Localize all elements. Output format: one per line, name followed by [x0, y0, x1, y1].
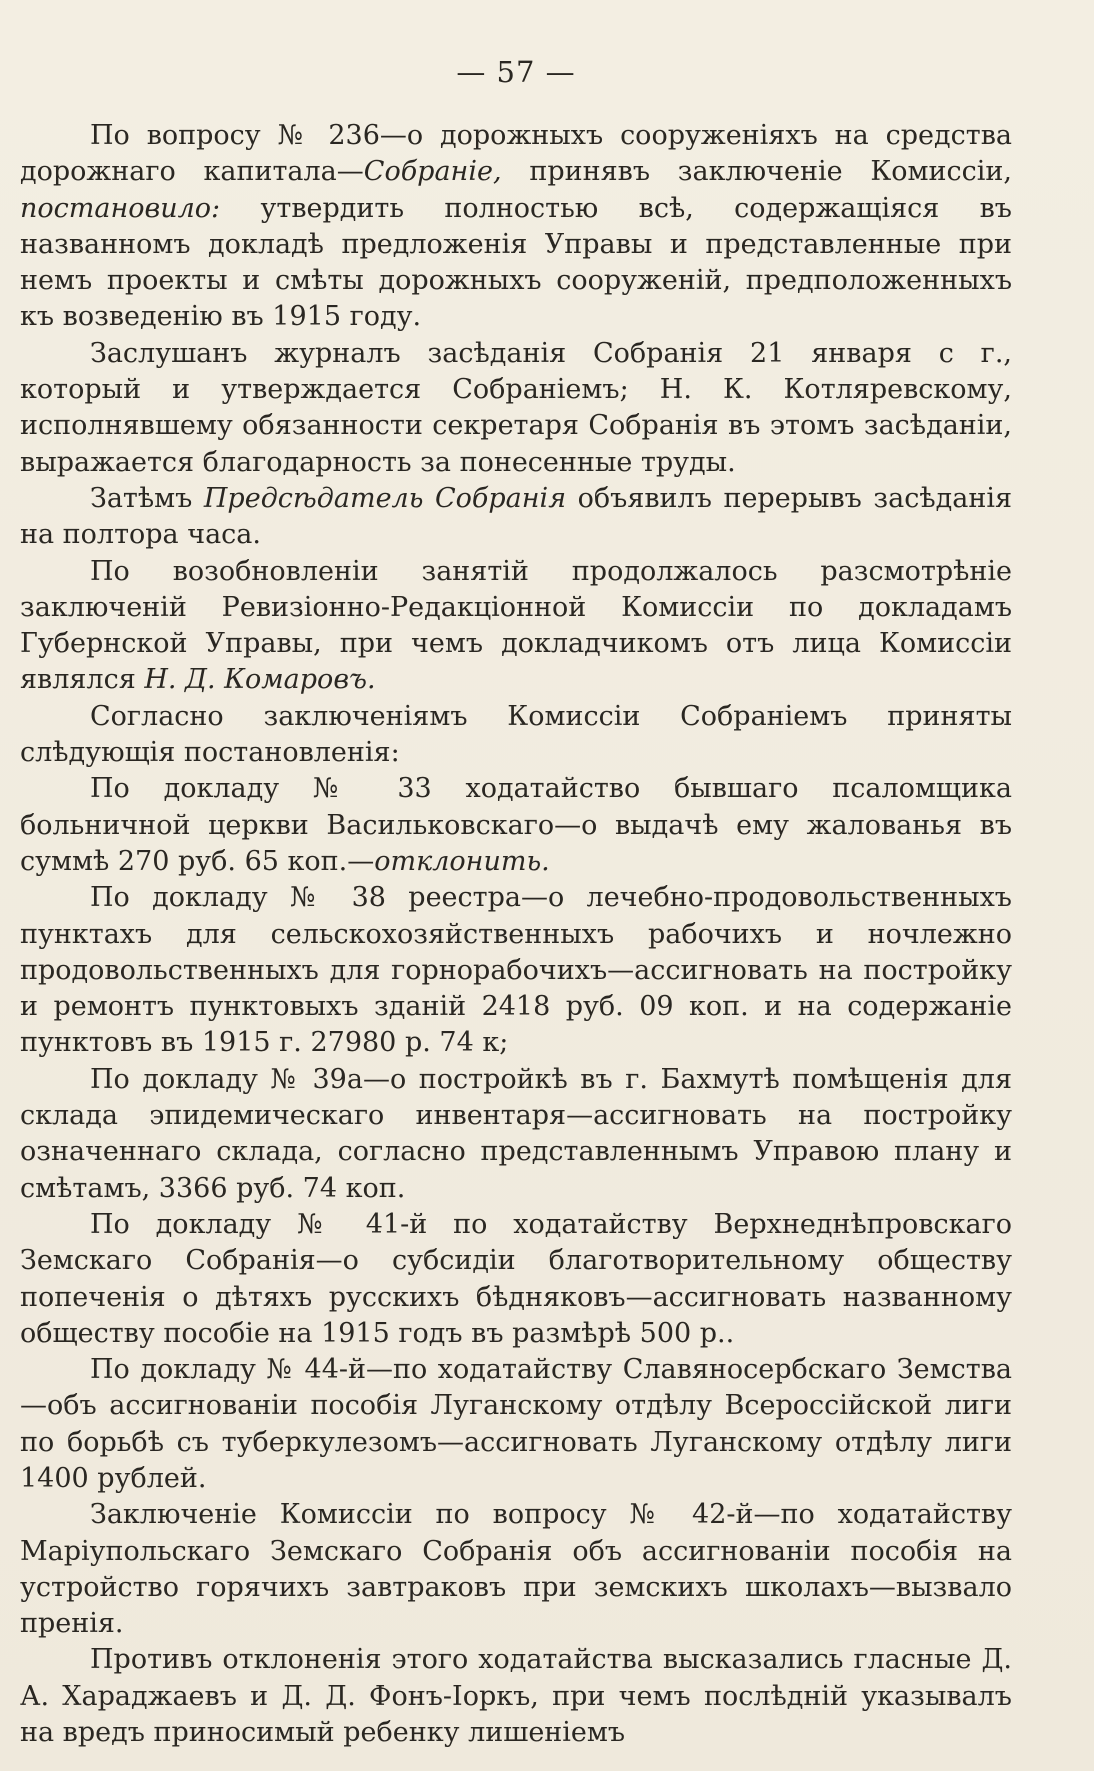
paragraph: [20, 1062, 1012, 1207]
paragraph: [20, 118, 1012, 336]
text-segment: Затѣмъ: [90, 482, 204, 514]
italic-text: Предсѣдатель Собранія: [203, 482, 567, 514]
text-segment: Заслушанъ журналъ засѣданія Собранія 21 января с г., который и утверждается Собраніемъ; Н. К. Котляревскому, исполнявшему обязанности секретаря Собранія въ этомъ засѣданіи, выражается благодарность за понесенные труды.: [20, 337, 1012, 478]
text-segment: По докладу № 39а—о постройкѣ въ г. Бахмутѣ помѣщенія для склада эпидемическаго инвентаря—ассигновать на постройку означеннаго склада, согласно представленнымъ Управою плану и смѣтамъ, 3366 руб. 74 коп.: [20, 1063, 1012, 1204]
text-segment: По вопросу № 236—о дорожныхъ сооруженіяхъ на средства дорожнаго капитала—: [20, 120, 1012, 188]
text-segment: Согласно заключеніямъ Комиссіи Собраніемъ приняты слѣдующія постановленія:: [20, 700, 1012, 769]
paragraph: [20, 481, 1012, 554]
paragraph: [20, 880, 1012, 1061]
text-segment: принявъ заключеніе Комиссіи,: [501, 156, 1012, 188]
paragraph: [20, 554, 1012, 699]
paragraph: [20, 699, 1012, 772]
paragraph: [20, 1352, 1012, 1497]
italic-text: отклонить.: [374, 845, 550, 877]
page-number: — 57 —: [456, 55, 576, 89]
text-segment: По возобновленіи занятій продолжалось разсмотрѣніе заключеній Ревизіонно-Редакціонной Комиссіи по докладамъ Губернской Управы, при чемъ докладчикомъ отъ лица Комиссіи являлся: [20, 555, 1012, 696]
text-segment: По докладу № 38 реестра—о лечебно-продовольственныхъ пунктахъ для сельскохозяйственныхъ рабочихъ и ночлежно продовольственныхъ для горнорабочихъ—ассигновать на постройку и ремонтъ пунктовыхъ зданій 2418 руб. 09 коп. и на содержаніе пунктовъ въ 1915 г. 27980 р. 74 к;: [20, 882, 1012, 1059]
paragraph: [20, 336, 1012, 481]
text-segment: По докладу № 33 ходатайство бывшаго псаломщика больничной церкви Васильковскаго—о выдачѣ ему жалованья въ суммѣ 270 руб. 65 коп.—: [20, 773, 1012, 877]
italic-text: Собраніе,: [363, 156, 502, 188]
text-segment: По докладу № 44-й—по ходатайству Славяносербскаго Земства—объ ассигнованіи пособія Луганскому отдѣлу Всероссійской лиги по борьбѣ съ туберкулезомъ—ассигновать Луганскому отдѣлу лиги 1400 рублей.: [20, 1354, 1012, 1494]
text-segment: утвердить полностью всѣ, содержащіяся въ названномъ докладѣ предложенія Управы и представленные при немъ проекты и смѣты дорожныхъ сооруженій, предположенныхъ къ возведенію въ 1915 году.: [20, 192, 1012, 333]
italic-text: Н. Д. Комаровъ.: [144, 664, 376, 696]
text-segment: Заключеніе Комиссіи по вопросу № 42-й—по ходатайству Маріупольскаго Земскаго Собранія объ ассигнованіи пособія на устройство горячихъ завтраковъ при земскихъ школахъ—вызвало пренія.: [20, 1499, 1012, 1640]
paragraph: [20, 1642, 1012, 1751]
italic-text: постановило:: [20, 192, 221, 224]
paragraph: [20, 771, 1012, 880]
paragraph: [20, 1207, 1012, 1352]
paragraph: [20, 1497, 1012, 1642]
text-segment: объявилъ перерывъ засѣданія на полтора часа.: [20, 482, 1013, 551]
document-body: [20, 118, 1012, 1751]
text-segment: По докладу № 41-й по ходатайству Верхнеднѣпровскаго Земскаго Собранія—о субсидіи благотворительному обществу попеченія о дѣтяхъ русскихъ бѣдняковъ—ассигновать названному обществу пособіе на 1915 годъ въ размѣрѣ 500 р..: [20, 1208, 1012, 1349]
text-segment: Противъ отклоненія этого ходатайства высказались гласные Д. А. Хараджаевъ и Д. Д. Фонъ-Іоркъ, при чемъ послѣдній указывалъ на вредъ приносимый ребенку лишеніемъ: [20, 1644, 1012, 1749]
